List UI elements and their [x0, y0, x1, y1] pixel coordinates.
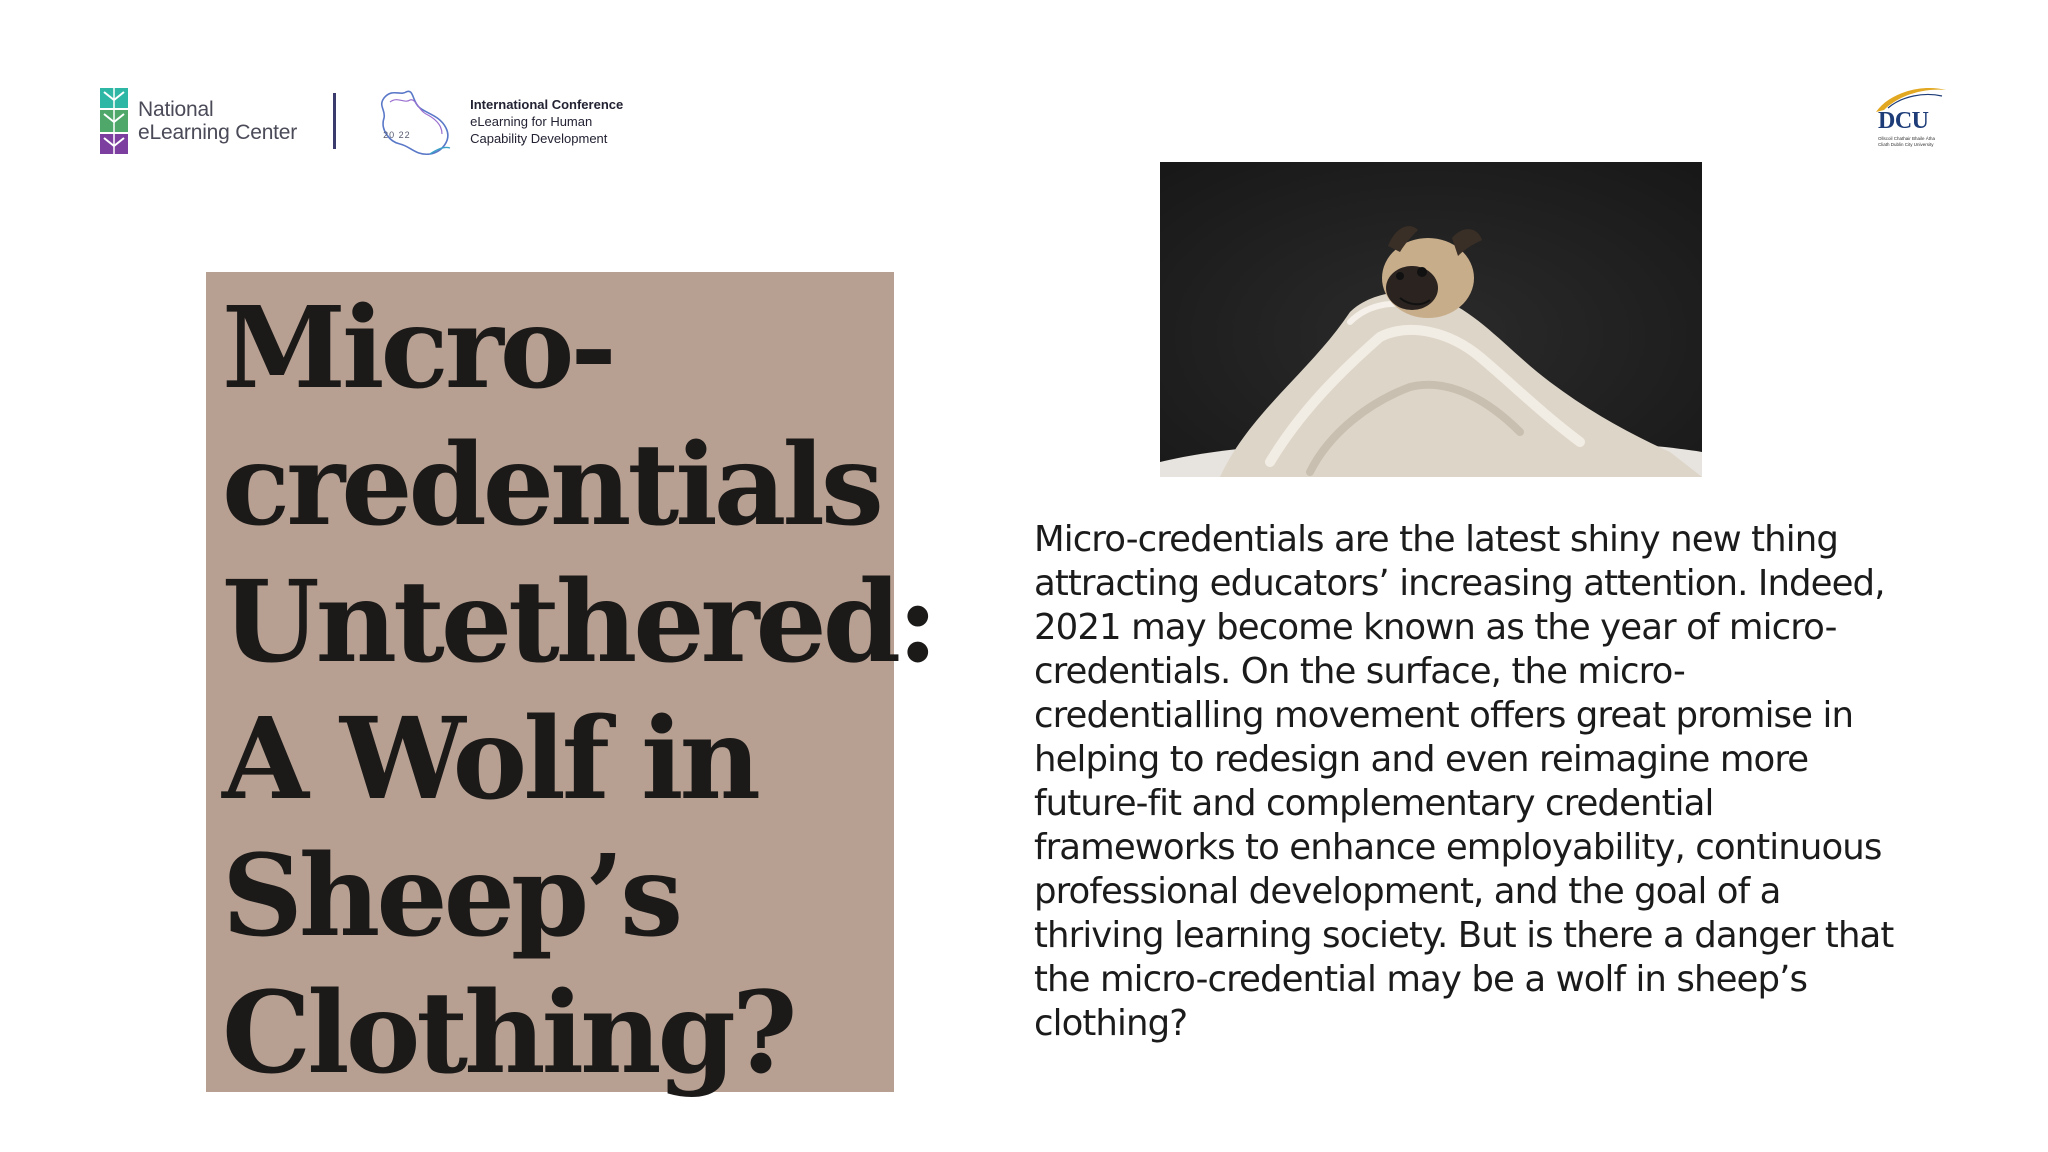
conference-year: 20 22: [383, 130, 411, 140]
header-divider: [333, 93, 336, 149]
pug-in-blanket-photo: [1160, 162, 1702, 477]
title-line: Sheep’s: [222, 831, 680, 962]
conference-logo-icon: [370, 84, 454, 158]
nelc-name: [138, 98, 297, 144]
conference-title-line2: eLearning for Human: [470, 113, 593, 129]
header-logos: [98, 86, 623, 156]
nelc-logo-icon: [98, 86, 132, 156]
conference-title-line1: International Conference: [470, 96, 624, 112]
dcu-logo: [1870, 82, 1950, 162]
dcu-subtext: Ollscoil Chathair Bhaile Átha Cliath Dublin City University: [1878, 136, 1936, 147]
nelc-logo: [98, 86, 297, 156]
title-line: credentials: [222, 420, 880, 551]
nelc-name-line1: National: [138, 98, 214, 121]
title-box: [206, 272, 935, 1099]
title-line: Untethered:: [222, 557, 935, 688]
conference-title-line3: Capability Development: [470, 130, 608, 146]
dcu-wordmark: DCU: [1878, 108, 1929, 134]
nelc-name-line2: eLearning Center: [138, 121, 298, 144]
conference-title: [470, 96, 623, 147]
body-paragraph: Micro-credentials are the latest shiny new thing attracting educators’ increasing attention. Indeed, 2021 may become known as the year of micro-credentials. On the surface, the micro-credentialling movement offers great promise in helping to redesign and even reimagine more future-fit and complementary credential frameworks to enhance employability, continuous professional development, and the goal of a thriving learning society. But is there a danger that the micro-credential may be a wolf in sheep’s clothing?: [1034, 519, 1894, 1044]
title-line: A Wolf in: [222, 694, 757, 825]
title-line: Clothing?: [222, 968, 794, 1099]
slide-title: [222, 280, 934, 1102]
title-line: Micro-: [222, 283, 613, 414]
conference-logo: [370, 84, 623, 158]
